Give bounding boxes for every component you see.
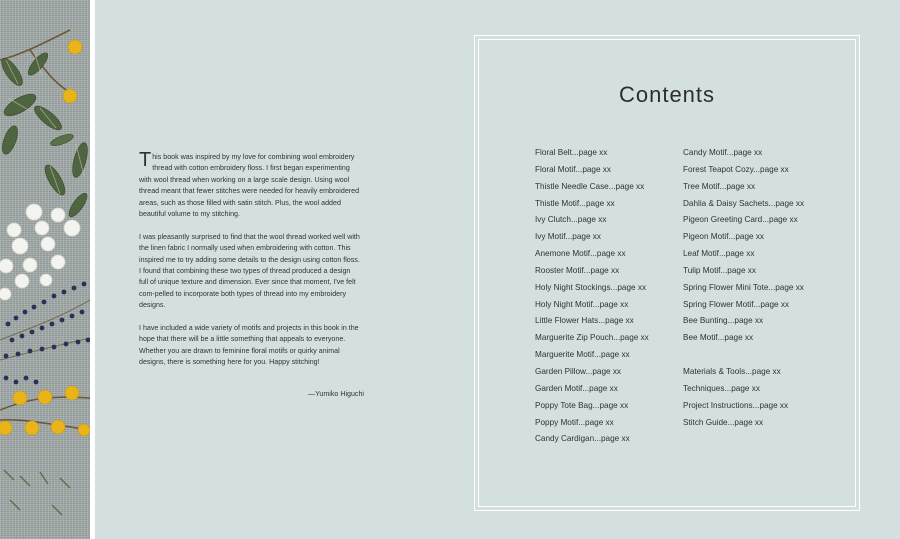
- toc-entry[interactable]: Bee Bunting...page xx: [683, 316, 764, 326]
- toc-entry[interactable]: Ivy Clutch...page xx: [535, 215, 607, 225]
- toc-entry[interactable]: Anemone Motif...page xx: [535, 249, 626, 259]
- intro-paragraph-1: [139, 149, 361, 220]
- drop-cap: T: [139, 149, 152, 171]
- author-signature: —Yumiko Higuchi: [308, 390, 364, 398]
- embroidery-photo: [0, 0, 90, 539]
- toc-column-1: [535, 145, 649, 448]
- toc-entry[interactable]: Spring Flower Mini Tote...page xx: [683, 282, 804, 292]
- intro-text: [139, 149, 361, 380]
- toc-entry[interactable]: Forest Teapot Cozy...page xx: [683, 164, 789, 174]
- toc-entry[interactable]: Garden Motif...page xx: [535, 383, 618, 393]
- intro-paragraph-3: I have included a wide variety of motifs and projects in this book in the hope that there will be a little something that appeals to everyone. Whether you are drawn to feminine floral motifs or quirky animal designs, there is something here for you. Happy stitching!: [139, 324, 359, 367]
- toc-entry[interactable]: Bee Motif...page xx: [683, 333, 754, 343]
- toc-entry[interactable]: Garden Pillow...page xx: [535, 366, 622, 376]
- embroidery-illustration: [0, 0, 90, 539]
- toc-entry[interactable]: Poppy Tote Bag...page xx: [535, 400, 629, 410]
- toc-entry[interactable]: Floral Belt...page xx: [535, 148, 608, 157]
- intro-paragraph-2: I was pleasantly surprised to find that the wool thread worked well with the linen fabric I normally used when embroidering with cotton. This inspired me to try adding some details to the design using cotton floss. I found that combining these two types of thread produced a design full of unique texture and dimension. Ever since that moment, I've felt com-pelled to incorporate both types of thread into my embroidery designs.: [139, 232, 360, 310]
- toc-entry[interactable]: Project Instructions...page xx: [683, 400, 789, 410]
- toc-entry[interactable]: Candy Cardigan...page xx: [535, 434, 630, 444]
- toc-entry[interactable]: Marguerite Motif...page xx: [535, 350, 630, 360]
- toc-entry[interactable]: Floral Motif...page xx: [535, 164, 611, 174]
- toc-entry[interactable]: Ivy Motif...page xx: [535, 232, 601, 242]
- toc-entry[interactable]: Rooster Motif...page xx: [535, 265, 620, 275]
- contents-title: Contents: [618, 82, 716, 107]
- toc-entry[interactable]: Little Flower Hats...page xx: [535, 316, 634, 326]
- green-stitches: [4, 470, 70, 515]
- intro-paragraph-1-text: his book was inspired by my love for combining wool embroidery thread with cotton embroidery floss. I first began experimenting with wool thread when working on a large scale design. Using wool thread meant that fewer stitches were needed for heavily embroidered areas, such as those filled with satin stitch. Plus, the wool added beautiful volume to my stitching.: [139, 153, 360, 219]
- toc-entry[interactable]: Candy Motif...page xx: [683, 148, 763, 157]
- toc-spacer: [683, 347, 804, 364]
- toc-entry[interactable]: Holy Night Stockings...page xx: [535, 282, 647, 292]
- toc-entry[interactable]: Marguerite Zip Pouch...page xx: [535, 333, 649, 343]
- toc-column-2: [683, 145, 804, 431]
- toc-entry[interactable]: Pigeon Motif...page xx: [683, 232, 765, 242]
- wool-balls: [0, 204, 80, 300]
- toc-entry[interactable]: Spring Flower Motif...page xx: [683, 299, 790, 309]
- toc-entry[interactable]: Pigeon Greeting Card...page xx: [683, 215, 798, 225]
- toc-entry[interactable]: Tree Motif...page xx: [683, 181, 756, 191]
- toc-entry[interactable]: Materials & Tools...page xx: [683, 366, 781, 376]
- left-page: [95, 0, 450, 539]
- toc-entry[interactable]: Holy Night Motif...page xx: [535, 299, 629, 309]
- toc-entry[interactable]: Thistle Motif...page xx: [535, 198, 615, 208]
- toc-entry[interactable]: Poppy Motif...page xx: [535, 417, 614, 427]
- navy-berries: [4, 282, 90, 385]
- toc-entry[interactable]: Dahlia & Daisy Sachets...page xx: [683, 198, 805, 208]
- toc-entry[interactable]: Leaf Motif...page xx: [683, 249, 755, 259]
- toc-entry[interactable]: Stitch Guide...page xx: [683, 417, 764, 427]
- berry-stems: [0, 300, 90, 360]
- toc-entry[interactable]: Tulip Motif...page xx: [683, 265, 756, 275]
- toc-entry[interactable]: Techniques...page xx: [683, 383, 760, 393]
- toc-entry[interactable]: Thistle Needle Case...page xx: [535, 181, 645, 191]
